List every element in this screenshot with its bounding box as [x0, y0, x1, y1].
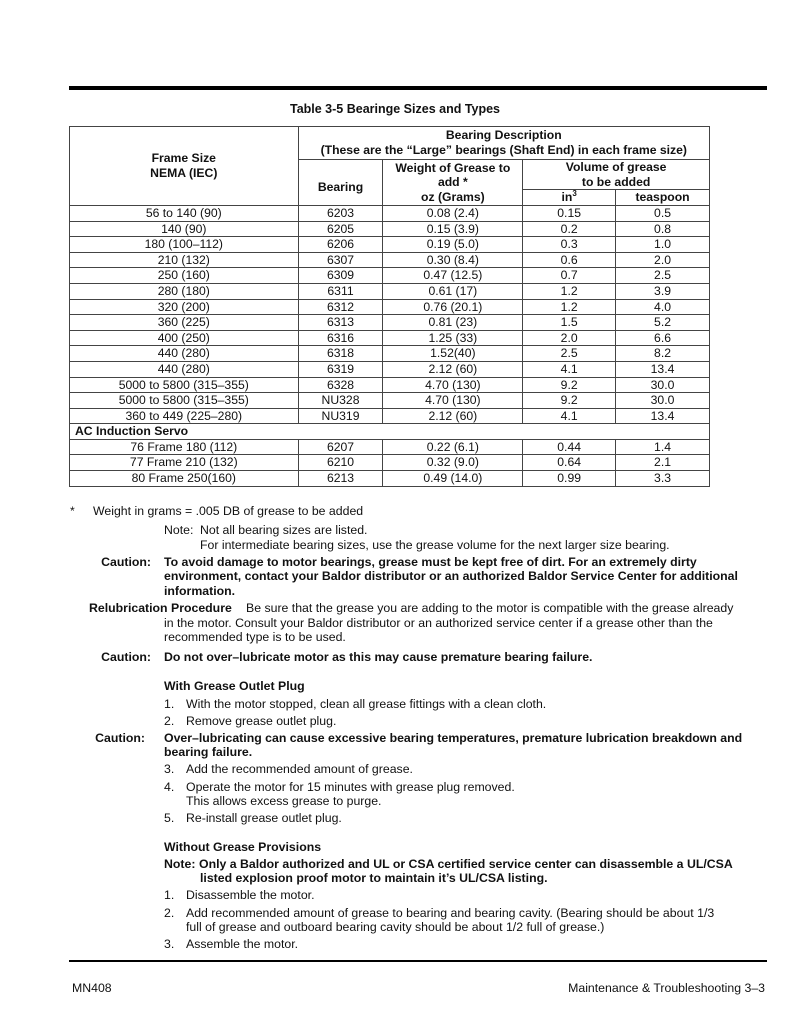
- step-text: Assemble the motor.: [186, 937, 299, 951]
- step-number: 3.: [164, 762, 175, 776]
- step-text: Remove grease outlet plug.: [186, 714, 337, 728]
- cell-in3: 9.2: [523, 393, 616, 409]
- cell-in3: 4.1: [523, 408, 616, 424]
- without-step-3: [164, 937, 298, 951]
- relubrication-label: Relubrication Procedure: [89, 601, 232, 615]
- header-in3: [523, 190, 616, 206]
- cell-weight: 0.08 (2.4): [383, 205, 523, 221]
- caution2-label: Caution:: [101, 650, 151, 664]
- cell-weight: 0.19 (5.0): [383, 237, 523, 253]
- cell-in3: 0.2: [523, 221, 616, 237]
- cell-in3: 4.1: [523, 361, 616, 377]
- cell-in3: 9.2: [523, 377, 616, 393]
- cell-tsp: 1.4: [616, 439, 710, 455]
- without-step-2-line2: full of grease and outboard bearing cavity should be about 1/2 full of grease.): [186, 920, 605, 934]
- section-label: AC Induction Servo: [70, 424, 710, 440]
- table-row: [70, 252, 710, 268]
- table-row: [70, 471, 710, 487]
- cell-frame: 56 to 140 (90): [70, 205, 299, 221]
- relubrication-rest: in the motor. Consult your Baldor distributor or an authorized service center if a grease other than the recommended type is to be used.: [164, 616, 713, 645]
- without-provisions-note-line1: Only a Baldor authorized and UL or CSA certified service center can disassemble a UL/CSA: [199, 857, 733, 871]
- header-weight-line2: add *: [437, 175, 468, 190]
- cell-bearing: 6206: [298, 237, 383, 253]
- with-plug-caution-label: Caution:: [95, 731, 145, 745]
- cell-frame: 5000 to 5800 (315–355): [70, 377, 299, 393]
- cell-tsp: 3.3: [616, 471, 710, 487]
- header-in3-label: in: [561, 190, 573, 205]
- step-number: 3.: [164, 937, 175, 951]
- table-row: [70, 205, 710, 221]
- cell-tsp: 4.0: [616, 299, 710, 315]
- table-row: [70, 330, 710, 346]
- cell-tsp: 6.6: [616, 330, 710, 346]
- cell-bearing: 6205: [298, 221, 383, 237]
- cell-in3: 0.15: [523, 205, 616, 221]
- cell-bearing: 6312: [298, 299, 383, 315]
- cell-weight: 4.70 (130): [383, 377, 523, 393]
- cell-weight: 0.49 (14.0): [383, 471, 523, 487]
- step-text: Add the recommended amount of grease.: [186, 762, 413, 776]
- cell-frame: 440 (280): [70, 361, 299, 377]
- step-text: Add recommended amount of grease to bearing and bearing cavity. (Bearing should be about 1/3: [186, 906, 715, 920]
- bottom-rule: [69, 960, 767, 962]
- table-row: [70, 377, 710, 393]
- cell-weight: 0.32 (9.0): [383, 455, 523, 471]
- cell-bearing: 6203: [298, 205, 383, 221]
- note-line2: For intermediate bearing sizes, use the grease volume for the next larger size bearing.: [200, 538, 670, 552]
- cell-in3: 2.0: [523, 330, 616, 346]
- cell-weight: 0.15 (3.9): [383, 221, 523, 237]
- note-line1: Not all bearing sizes are listed.: [200, 523, 368, 537]
- footer-doc-id: MN408: [72, 981, 112, 995]
- cell-weight: 0.61 (17): [383, 283, 523, 299]
- cell-frame: 360 to 449 (225–280): [70, 408, 299, 424]
- cell-frame: 280 (180): [70, 283, 299, 299]
- cell-tsp: 0.5: [616, 205, 710, 221]
- cell-frame: 440 (280): [70, 346, 299, 362]
- cell-bearing: NU328: [298, 393, 383, 409]
- top-rule: [69, 86, 767, 90]
- without-provisions-heading: Without Grease Provisions: [164, 840, 322, 854]
- cell-bearing: 6210: [298, 455, 383, 471]
- cell-frame: 210 (132): [70, 252, 299, 268]
- header-frame-size: [70, 127, 299, 206]
- bearing-table: [69, 126, 710, 487]
- step-number: 5.: [164, 811, 175, 825]
- cell-bearing: 6311: [298, 283, 383, 299]
- step-number: 2.: [164, 906, 175, 920]
- cell-tsp: 1.0: [616, 237, 710, 253]
- cell-bearing: 6307: [298, 252, 383, 268]
- with-plug-step-5: [164, 811, 342, 825]
- cell-bearing: NU319: [298, 408, 383, 424]
- step-number: 4.: [164, 780, 175, 794]
- cell-tsp: 13.4: [616, 361, 710, 377]
- cell-bearing: 6316: [298, 330, 383, 346]
- cell-tsp: 8.2: [616, 346, 710, 362]
- table-row: [70, 439, 710, 455]
- cell-weight: 0.22 (6.1): [383, 439, 523, 455]
- cell-weight: 0.30 (8.4): [383, 252, 523, 268]
- cell-weight: 0.76 (20.1): [383, 299, 523, 315]
- cell-tsp: 13.4: [616, 408, 710, 424]
- step-text: Disassemble the motor.: [186, 888, 315, 902]
- cell-in3: 1.5: [523, 315, 616, 331]
- cell-bearing: 6328: [298, 377, 383, 393]
- table-row: [70, 408, 710, 424]
- cell-frame: 250 (160): [70, 268, 299, 284]
- cell-in3: 0.99: [523, 471, 616, 487]
- table-title: Table 3-5 Bearinge Sizes and Types: [289, 102, 501, 116]
- with-plug-step-1: [164, 697, 546, 711]
- cell-in3: 0.44: [523, 439, 616, 455]
- table-row: [70, 393, 710, 409]
- cell-in3: 1.2: [523, 283, 616, 299]
- cell-tsp: 0.8: [616, 221, 710, 237]
- cell-bearing: 6318: [298, 346, 383, 362]
- cell-in3: 0.64: [523, 455, 616, 471]
- cell-frame: 77 Frame 210 (132): [70, 455, 299, 471]
- cell-weight: 0.47 (12.5): [383, 268, 523, 284]
- header-teaspoon: teaspoon: [616, 190, 710, 206]
- without-provisions-note-line2: listed explosion proof motor to maintain it’s UL/CSA listing.: [200, 871, 548, 885]
- without-step-1: [164, 888, 315, 902]
- header-weight-line3: oz (Grams): [421, 189, 485, 204]
- header-volume-line2: to be added: [581, 174, 651, 189]
- section-row: [70, 424, 710, 440]
- header-in3-sup: 3: [572, 189, 577, 199]
- table-row: [70, 315, 710, 331]
- table-row: [70, 346, 710, 362]
- cell-weight: 2.12 (60): [383, 361, 523, 377]
- cell-frame: 140 (90): [70, 221, 299, 237]
- cell-in3: 0.6: [523, 252, 616, 268]
- header-weight-line1: Weight of Grease to: [395, 160, 511, 175]
- without-provisions-note-label: Note:: [164, 857, 196, 871]
- cell-bearing: 6213: [298, 471, 383, 487]
- cell-weight: 4.70 (130): [383, 393, 523, 409]
- table-row: [70, 268, 710, 284]
- table-row: [70, 237, 710, 253]
- header-frame-size-label: Frame Size: [151, 151, 216, 166]
- cell-in3: 2.5: [523, 346, 616, 362]
- cell-frame: 180 (100–112): [70, 237, 299, 253]
- caution1-text: To avoid damage to motor bearings, grease must be kept free of dirt. For an extremely dirty environment, contact your Baldor distributor or an authorized Baldor Service Center for additional information.: [164, 555, 738, 598]
- cell-frame: 5000 to 5800 (315–355): [70, 393, 299, 409]
- header-bearing-description-label: Bearing Description: [445, 128, 562, 142]
- with-plug-caution-text: Over–lubricating can cause excessive bearing temperatures, premature lubrication breakdown and bearing failure.: [164, 731, 743, 760]
- cell-tsp: 30.0: [616, 377, 710, 393]
- header-volume: [523, 160, 710, 190]
- cell-weight: 1.52(40): [383, 346, 523, 362]
- cell-in3: 0.3: [523, 237, 616, 253]
- step-text: Re-install grease outlet plug.: [186, 811, 342, 825]
- note-label: Note:: [164, 523, 194, 537]
- footer-page-label: Maintenance & Troubleshooting 3–3: [568, 981, 765, 995]
- cell-weight: 2.12 (60): [383, 408, 523, 424]
- cell-bearing: 6207: [298, 439, 383, 455]
- caution2-text: Do not over–lubricate motor as this may cause premature bearing failure.: [164, 650, 593, 664]
- with-plug-heading: With Grease Outlet Plug: [164, 679, 305, 693]
- header-bearing-description-sub: (These are the “Large” bearings (Shaft End) in each frame size): [320, 142, 687, 157]
- cell-weight: 1.25 (33): [383, 330, 523, 346]
- table-row: [70, 283, 710, 299]
- step-number: 2.: [164, 714, 175, 728]
- cell-tsp: 3.9: [616, 283, 710, 299]
- with-plug-step-4: [164, 780, 515, 794]
- with-plug-step-3: [164, 762, 413, 776]
- step-text: With the motor stopped, clean all grease fittings with a clean cloth.: [186, 697, 547, 711]
- with-plug-step-2: [164, 714, 336, 728]
- cell-weight: 0.81 (23): [383, 315, 523, 331]
- without-step-2: [164, 906, 714, 920]
- cell-frame: 80 Frame 250(160): [70, 471, 299, 487]
- cell-tsp: 30.0: [616, 393, 710, 409]
- with-plug-step-4-line2: This allows excess grease to purge.: [186, 794, 382, 808]
- cell-tsp: 2.0: [616, 252, 710, 268]
- header-bearing-description: [298, 127, 709, 160]
- step-number: 1.: [164, 697, 175, 711]
- header-frame-size-sub: NEMA (IEC): [150, 165, 218, 180]
- cell-bearing: 6319: [298, 361, 383, 377]
- footnote-text: Weight in grams = .005 DB of grease to be added: [93, 504, 364, 518]
- header-bearing: Bearing: [298, 160, 383, 206]
- table-row: [70, 299, 710, 315]
- cell-bearing: 6309: [298, 268, 383, 284]
- cell-in3: 0.7: [523, 268, 616, 284]
- cell-frame: 320 (200): [70, 299, 299, 315]
- relubrication-line1: Be sure that the grease you are adding to the motor is compatible with the grease already: [246, 601, 734, 615]
- cell-tsp: 5.2: [616, 315, 710, 331]
- table-row: [70, 361, 710, 377]
- step-text: Operate the motor for 15 minutes with grease plug removed.: [186, 780, 515, 794]
- cell-in3: 1.2: [523, 299, 616, 315]
- footnote-star: *: [70, 504, 75, 518]
- header-volume-line1: Volume of grease: [565, 160, 667, 175]
- caution1-label: Caution:: [101, 555, 151, 569]
- cell-tsp: 2.5: [616, 268, 710, 284]
- table-row: [70, 221, 710, 237]
- cell-frame: 400 (250): [70, 330, 299, 346]
- header-weight: [383, 160, 523, 206]
- table-row: [70, 455, 710, 471]
- table-body: [70, 205, 710, 486]
- cell-frame: 76 Frame 180 (112): [70, 439, 299, 455]
- cell-tsp: 2.1: [616, 455, 710, 471]
- cell-frame: 360 (225): [70, 315, 299, 331]
- step-number: 1.: [164, 888, 175, 902]
- cell-bearing: 6313: [298, 315, 383, 331]
